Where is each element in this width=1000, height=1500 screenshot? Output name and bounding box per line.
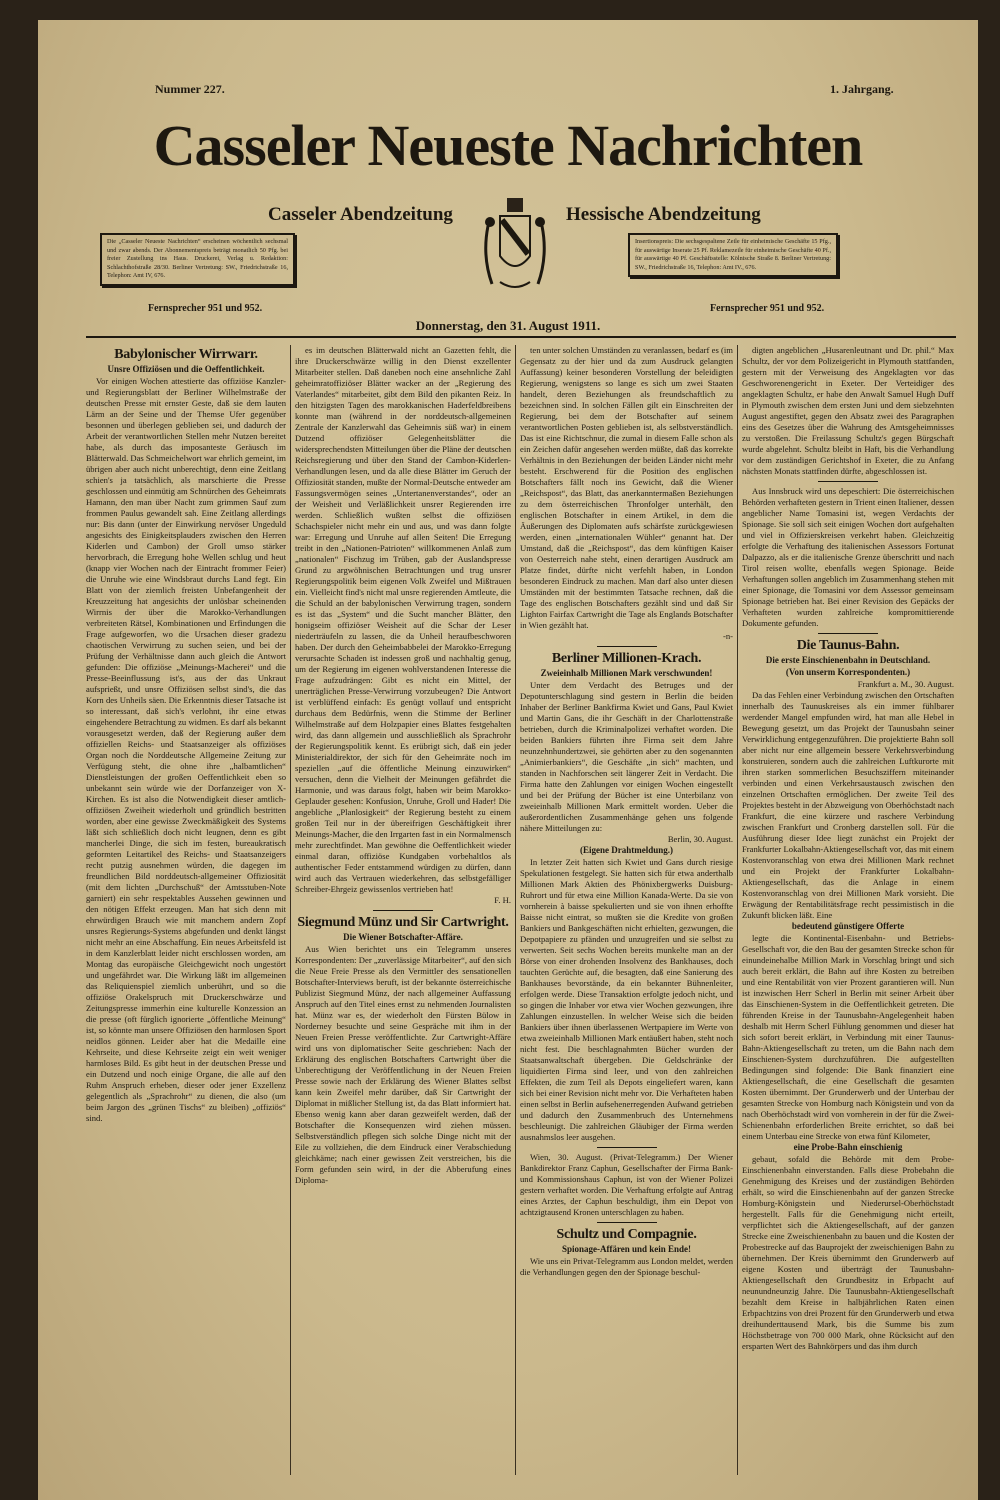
- subheadline: (Eigene Drahtmeldung.): [580, 845, 673, 855]
- article-text: Vor einigen Wochen attestierte das offiziöse Kanzler- und Regierungsblatt der Berliner Wilhelmstraße der deutschen Presse mit ernster Geste, daß sie dem lauten Lärm an der Seine und der Themse Ufer gegenüber besonnen und überlegen geblieben sei, und dadurch der Arbeit der verantwortlichen Stellen mehr Nutzen bereitet habe, als durch das imposanteste Geräusch im Blätterwald. Das Schmeichelwort war ehrlich gemeint, im übrigen aber auch nicht unberechtigt, denn eine Zeitlang schien's ja tatsächlich, als marschierte die Presse geschlossen und einmütig am Schnürchen des Geheimrats Hamann, den man über Nacht zum grimmen Sauf zum frommen Paulus gewandelt sah. Eine Zeitlang allerdings nur: Bis dann (unter der Einwirkung nervöser Ungeduld angesichts des Einigkeitsplauders zwischen den Herren Kiderlen und Cambon) der Groll umso stärker hervorbrach, die Erregung hohe Wellen schlug und heut (knapp vier Wochen nach der Eintracht frommer Feier) die Unruhe wie eine Windsbraut durchs Land fegt. Ein Blatt von der ziemlich freisten Unbefangenheit der Kreuzzeitung hat angesichts der unlösbar scheinenden Wirrnis der über die Marokko-Verhandlungen verbreiteten Rätsel, Kombinationen und Erfindungen die Frage aufgeworfen, wo die Ursachen dieser gradezu chaotischen Verwirrung zu suchen seien, und bei der Prüfung der Verhältnisse dann auch gleich die Antwort gefunden: Die offiziöse „Meinungs-Macherei“ und die Presse-Beeinflussung ist's, aus der das Unkraut aufsprießt, und unsre Offiziösen selbst sind's, die das Korn des Unheils säen. Die Erkenntnis dieser Tatsache ist so interessant, daß sich's verlohnt, ihr eine etwas eingehendere Betrachtung zu widmen. Es darf als bekannt vorausgesetzt werden, daß der Regierung außer dem offiziellen Reichs- und Staatsanzeiger als offiziöses Organ noch die Norddeutsche Allgemeine Zeitung zur Verfügung steht, die ohne ihre „halbamtlichen“ Dienstleistungen der großen Oeffentlichkeit eben so unbekannt sein würde wie der Dorfanzeiger von X-Kirchen. Es ist also die Notwendigkeit dieser amtlich-offiziösen Zweiheit wiederholt und gründlich bestritten worden, aber eine gewisse Zweckmäßigkeit des Systems läßt sich schließlich doch nicht leugnen, denn es gibt mancherlei Dinge, die sich im festen, bureaukratisch geformten Leitartikel des Reichs- und Staatsanzeigers recht putzig ausnehmen würden, die dagegen im freundlichen Bild norddeutsch-allgemeiner Offiziosität (mit dem lichten „Durchschuß“ der Amtsstuben-Note garniert) ein sehr respektables Aussehen gewinnen und den nötigen Effekt erzeugen. Man hat sich denn mit ehrwürdigen Brauch wie mit manchem andern Zopf unsres Regierungs-Systems abgefunden und denkt längst nicht mehr an eine Abschaffung. Ein neues Arbeitsfeld ist in dem Kanzlerblatt leider nicht erschlossen worden, am Montag das europäische Gleichgewicht noch ungestört und ungefährdet war. Die Wirkung läßt im allgemeinen das Reliquienspiel ziemlich unberührt, und so die offiziöse Orakelspruch mit Druckerschwärze und Zeitungspresse immerhin eine kulturelle Konzession an die presse (oft fürglich ignorierte „öffentliche Meinung“ ist, so könnte man unsere Offiziösen den harmlosen Sport neidlos gönnen. Leider aber hat die Medaille eine Kehrseite, und diese Kehrseite zeigt ein weit weniger harmloses Bild. Es gibt heut in der deutschen Presse und ein Dutzend und noch einige Organe, die alle auf den Ruhm Anspruch erheben, dieser oder jener Exzellenz gelegentlich als „Sprachrohr“ zu dienen, die also (um beim Jargon des „grünen Tischs“ zu bleiben) „offiziös“ sind.: [86, 376, 286, 1123]
- subtitle-left: Casseler Abendzeitung: [268, 204, 453, 225]
- issue-number: Nummer 227.: [155, 82, 225, 96]
- article-text: Aus Wien berichtet uns ein Telegramm unseres Korrespondenten: Der „zuverlässige Mitarbeiter“, auf den sich die Neue Freie Presse als den Vermittler des sensationellen Botschafter-Interviews beruft, ist der bekannte österreichische Publizist Siegmund Münz, der nach allgemeiner Auffassung Anspruch auf den Titel eines ernst zu nehmenden Journalisten hat. Münz war es, der wiederholt den Fürsten Bülow in Norderney besuchte und seine Gespräche mit ihm in der Neuen Freien Presse veröffentlichte. Zur Cartwright-Affäre wird uns von diplomatischer Seite geschrieben: Nach der Erklärung des englischen Botschafters Cartwright über die Unberechtigung der Veröffentlichung in der Neuen Freien Presse sowie nach der Erklärung des Wiener Blattes selbst kann kein Zweifel mehr darüber, daß Sir Cartwright der Diplomat in mißlicher Stellung ist, da das Blatt informiert hat. Ebenso wenig kann aber daran gezweifelt werden, daß der Botschafter die Konsequenzen wird ziehen müssen. Selbstverständlich pflegen sich solche Dinge nicht mit der Eile zu vollziehen, die dem Eindruck einer Verabschiedung gleichkäme; nach einer gewissen Zeit verstreichen, bis die Form gefunden sein wird, in der die Abberufung eines Diploma-: [295, 944, 511, 1185]
- column-3: [520, 345, 733, 1278]
- phone-left: Fernsprecher 951 und 952.: [148, 303, 263, 314]
- column-2: [295, 345, 511, 1186]
- subheadline: bedeutend günstigere Offerte: [791, 921, 905, 931]
- article-text: es im deutschen Blätterwald nicht an Gazetten fehlt, die ihre Druckerschwärze willig in den Dienst exzellenter Mitarbeiter stellen. Daß daneben noch eine ansehnliche Zahl geheimratoffiziöser Blätter wacker an der „Regierung des Vaterlandes“ mitarbeitet, gibt dem Bild den pikanten Reiz. In den hitzigsten Tagen des marokkanischen Haderfeldbreibens konnte man (während in der norddeutsch-allgemeinen Zentrale der Kanzlerwahl das Geheimnis süß war) in einem Dutzend offiziöser Gelegenheitsblätter die widersprechendsten Mitteilungen über die Pläne der deutschen Reichsregierung und über den Stand der Cambon-Kiderlen-Verhandlungen lesen, und da alle diese Blätter im Geruch der Offiziosität standen, mußte der Normal-Deutsche entweder am Fassungsvermögen seines „Untertanenverstandes“, oder an der Weisheit und Verläßlichkeit unsrer Regierenden irre werden. Schließlich wußten selbst die offiziösen Schachspieler nicht mehr ein und aus, und was dann folgte war: Erregung und Unruhe auf allen Seiten! Die Erregung treibt in den „Nationen-Patrioten“ willkommenen Anlaß zum „nationalen“ Fischzug im Trüben, gab der Auslandspresse Grund zu argwöhnischen Betrachtungen und trug unsrer Regierungspolitik beim eigenen Volk Zweifel und Mißtrauen ein. Vielleicht find's nicht mal unsre regierenden Amtleute, die die Schuld an der babylonischen Verwirrung tragen, sondern es ist das „System“ und die Sucht mancher Blätter, den honigseim offiziöser Weisheit auf die Schar der Leser niederträufeln zu lassen, die da Unheil heraufbeschworen haben. Der durch den Geheimbabbelei der Marokko-Erregung verursachte Schaden ist indessen groß und nachhaltig genug, um der Regierung im eigenen wohlverstandenen Interesse die Frage aufzudrängen: Gibt es nicht ein Mittel, der unerträglichen Presse-Verwirrung vorzubeugen? Die Antwort ist verblüffend einfach: Es genügt vollauf und entspricht durchaus dem Bedürfnis, wenn die Stimme der Berliner Wilhelmstraße auf dem Holzpapier eines Blattes festgehalten wird, das dann allgemein und ausschließlich als Sprachrohr der Regierungspolitik kennt. Es erübrigt sich, daß ein jeder Ministerialdirektor, der sich für den Geheimräte noch im speziellen „auf die öffentliche Meinung einzuwirken“ versuchen, denn die Vielheit der Meinungen gefährdet die Harmonie, und was daraus folgt, haben wir beim Marokko-Geplauder gesehen: Konfusion, Unruhe, Groll und Hader! Die angebliche „Planlosigkeit“ der Regierung besteht zu einem großen Teil nur in der übereifrigen Geschäftigkeit ihrer Meinungs-Macher, die den Irrgarten fast in ein Normalmensch mehr zurechtfindet. Man gewöhne die Oeffentlichkeit wieder einmal daran, offiziöse Kundgaben vorbehaltlos als authentischer Feder entstammend würdigen zu dürfen, dann wird auch das Vertrauen wiederkehren, das selbstgefälliger Schreiber-Ehrgeiz gewissenlos vertrieben hat!: [295, 345, 511, 894]
- headline: Babylonischer Wirrwarr.: [114, 347, 258, 362]
- issue-date: Donnerstag, den 31. August 1911.: [415, 318, 601, 333]
- article-text: Wie uns ein Privat-Telegramm aus London meldet, werden die Verhandlungen gegen den der Spionage beschul-: [520, 1256, 733, 1277]
- subheadline: Spionage-Affären und kein Ende!: [561, 1244, 692, 1254]
- column-1: [86, 345, 286, 1124]
- signature: -n-: [722, 631, 733, 641]
- article-text: Unter dem Verdacht des Betruges und der Depotunterschlagung sind gestern in Berlin die beiden Inhaber der Berliner Bankfirma Kwiet und Gans, Paul Kwiet und Martin Gans, die ihr Geschäft in der Charlottenstraße betrieben, durch die Kriminalpolizei verhaftet worden. Die beiden Bankiers führten ihre Firma seit dem Jahre neunzehnhundertzwei, sie gehörten aber zu den sogenannten „Animierbankiers“, die Geschäfte „in sich“ machten, und standen in Nachforschen seit längerer Zeit in Verdacht. Die Firma hatte den Zahlungen vor einigen Wochen eingestellt und bei der Prüfung der Bücher ist eine Unterbilanz von zweieinhalb Millionen Mark ermittelt worden. Ueber die außerordentlichen Zusammenhänge gehen uns folgende nähere Mitteilungen zu:: [520, 680, 733, 833]
- article-text: legte die Kontinental-Eisenbahn- und Betriebs-Gesellschaft vor, die den Bau der gesamten Strecke schon für einundeinehalbe Million Mark in Vorschlag bringt und sich auch bereit erklärt, die Bahn auf ihre Kosten zu betreiben und eine Rentabilität von vier Prozent garantieren will. Nun ist inzwischen Herr Scherl in Berlin mit seiner Arbeit über das Einschienen-System in die Oeffentlichkeit getreten. Die führenden Kreise in der Taunusbahn-Angelegenheit haben deshalb mit Herrn Scherl Fühlung genommen und dieser hat sich sofort bereit erklärt, in Verbindung mit einer Taunus-Bahn-Aktiengesellschaft zu treten, um die Bahn nach dem Einschienen-System durchzuführen. Die aufgestellten Bedingungen sind folgende: Die Bank finanziert eine Aktiengesellschaft, die eine Gesellschaft die gesamten Kosten übernimmt. Der Grunderwerb und der Unterbau der gesamten Strecke von Homburg nach Königstein und von da nach Oberhöchstadt wird von vornherein in der für die Zwei-Schienenbahn erforderlichen Breite errichtet, so daß bei einem Unterbau eine Strecke von etwa fünf Kilometer,: [742, 933, 954, 1141]
- advertising-info-box: Insertionspreis: Die sechsgespaltene Zeile für einheimische Geschäfte 15 Pfg., für auswärtige Inserate 25 Pf. Reklamezeile für einheimische Geschäfte 40 Pf., für auswärtige 40 Pf. Geschäftsstelle: Kölnische Straße 8. Berliner Vertretung: SW., Friedrichstraße 16, Telephon: Amt IV., 676.: [628, 233, 838, 277]
- subtitle-right: Hessische Abendzeitung: [566, 204, 761, 225]
- subheadline: eine Probe-Bahn einschienig: [793, 1142, 903, 1152]
- article-text: Da das Fehlen einer Verbindung zwischen den Ortschaften innerhalb des Taunuskreises als ein immer fühlbarer werdender Mangel empfunden wird, hat man alle Hebel in Bewegung gesetzt, um das Projekt der Taunusbahn seiner Verwirklichung entgegenzuführen. Die projektierte Bahn soll aber nicht nur eine allgemein bessere Verkehrsverbindung konstruieren, sondern auch die zahlreichen Luftkurorte mit ihren starken sommerlichen Besuchsziffern miteinander verbinden und einen Verkehrsaustausch zwischen den einzelnen Ortschaften ermöglichen. Der zweite Teil des Projektes besteht in der Abzweigung von Oberhöchstadt nach Frankfurt, die eine kürzere und raschere Verbindung zwischen Frankfurt und Cronberg darstellen soll. Für die Ausführung dieser Idee liegt zunächst ein Projekt der Frankfurter Lokalbahn-Aktiengesellschaft vor, das mit einem Kostenvoranschlag von etwa drei Millionen Mark rechnet und ein Projekt der Frankfurter Lokalbahn-Aktiengesellschaft, das die Anlage in einem Kostenvoranschlag von drei Millionen Mark vorsieht. Die Erwägung der Rentabilitätsfrage recht pessimistisch in die Zukunft blicken läßt. Eine: [742, 690, 954, 920]
- phone-right: Fernsprecher 951 und 952.: [710, 303, 825, 314]
- signature: F. H.: [494, 895, 511, 905]
- subheadline: (Von unserm Korrespondenten.): [785, 667, 911, 677]
- column-4: [742, 345, 954, 1352]
- article-text: In letzter Zeit hatten sich Kwiet und Gans durch riesige Spekulationen festgelegt. Sie hatten sich für etwa anderthalb Millionen Mark Aktien des Phönixbergwerks Duisburg-Ruhrort und für etwa eine Million Kanada-Werte. Da sie von vornherein à baisse spekulierten und sie von ihnen erhoffte Baisse nicht eintrat, so mußten sie die Kredite von großen Bankiers und Bankgeschäften nicht erhielten, gezwungen, die Depotpapiere zu pfänden und unzugreifen und sie selbst zu verwerten. Seit sechs Wochen bereits munkelte man an der Börse von einer drohenden Insolvenz des Bankhauses, doch tauchten Gerüchte auf, die besagten, daß eine Sanierung des Bankhauses bevorstände, da ein bekannter Bühnenleiter, erfolgen werde. Diese Transaktion erfolgte jedoch nicht, und so gingen die Inhaber vor etwa vier Wochen gezwungen, ihre Zahlungen einzustellen. In welcher Weise sich die beiden Bankiers über ihnen überlassenen Wertpapiere im Werte von etwa zweieinhalb Millionen Mark entäußert haben, steht noch nicht fest. Die beschlagnahmten Bücher wurden der Staatsanwaltschaft übergeben. Die Geldschränke der liquidierten Firma sind leer, und von den zahlreichen Effekten, die zum Teil als Depots eingeliefert waren, kann sich bei einer Revision nicht mehr vor. Die Verhafteten haben einen selbst in Berlin aufsehenerregenden Aufwand getrieben und dadurch den Zusammenbruch des Unternehmens beschleunigt. Die zahlreichen Gläubiger der Firma werden ausnahmslos leer ausgehen.: [520, 857, 733, 1142]
- article-text: ten unter solchen Umständen zu veranlassen, bedarf es (im Gegensatz zu der hier und da zum Ausdruck gelangten Auffassung) keiner besonderen Vorstellung der beleidigten Regierung, wenigstens so lange es sich um zwei Staaten handelt, deren Beziehungen als freundschaftlich zu bezeichnen sind. In solchen Fällen gilt ein Einschreiten der Regierung, bei dem der Botschafter auf seinem verantwortlichen Posten geblieben ist, als selbstverständlich. Das ist eine Richtschnur, die zumal in diesem Falle schon als ein Zeichen dafür angesehen werden müßte, daß das korrekte Verhältnis in den Beziehungen der beiden Länder nicht mehr besteht. Erschwerend für die Position des englischen Botschafters fällt noch ins Gewicht, daß die Wiener „Reichspost“, das Blatt, das anerkanntermaßen Beziehungen zu dem österreichischen Thronfolger unterhält, den englischen Botschafter in einem Artikel, in dem die Äußerungen des Diplomaten aufs schärfste zurückgewiesen werden, einen „internationalen Wühler“ genannt hat. Der Umstand, daß die „Reichspost“, das dem künftigen Kaiser von Oesterreich nahe steht, einen derartigen Ausdruck am Platze findet, dürfte nicht verfehlt haben, in London besonderen Eindruck zu machen. Man darf also unter diesen Umständen mit der bestimmten Tatsache rechnen, daß die Tage des englischen Botschafters gezählt sind und daß Sir Lighton Fairfax Cartwright die Tage als Englands Botschafter in Wien gezählt hat.: [520, 345, 733, 630]
- newspaper-page: [38, 20, 978, 1500]
- volume-number: 1. Jahrgang.: [830, 82, 894, 96]
- coat-of-arms-icon: [480, 196, 550, 296]
- column-rule: [737, 345, 738, 1475]
- subheadline: Unsre Offiziösen und die Oeffentlichkeit.: [107, 364, 265, 374]
- headline: Die Taunus-Bahn.: [796, 638, 900, 653]
- article-text: gebaut, sofald die Behörde mit dem Probe-Einschienenbahn einverstanden. Falls diese Probebahn die Genehmigung des Kreises und der zuständigen Behörden erhält, so wird die Einschienenbahn auf der ganzen Strecke Homburg-Königstein und Niederursel-Oberhöchstadt hergestellt. Falls für die Genehmigung nicht erteilt, verpflichtet sich die Aktiengesellschaft, auf der ganzen Strecke eine Zweischienenbahn zu bauen und die Kosten der Probestrecke auf das Bauprojekt der zweischienigen Bahn zu übernehmen. Der Kreis übernimmt den Grunderwerb auf eigene Kosten und überträgt der Taunusbahn-Aktiengesellschaft den Grundbesitz in Erbpacht auf neunundneunzig Jahre. Die Taunusbahn-Aktiengesellschaft bezahlt dem Kreise in halbjährlichen Raten einen Erbpachtzins von drei Prozent für den Grunderwerb und etwa dreihunderttausend Mark, bis die Summe bis zum Höchstbetrage von 700 000 Mark, ohne Rücksicht auf den ersparten Wert des Bahnkörpers und das ihm durch: [742, 1154, 954, 1351]
- article-text: Wien, 30. August. (Privat-Telegramm.) Der Wiener Bankdirektor Franz Caphun, Gesellschafter der Firma Bank- und Kommissionshaus Caphun, ist von der Wiener Polizei gestern verhaftet worden. Die Verhaftung erfolgte auf Antrag eines Arztes, der Caphun beschuldigt, ihm ein Depot von achtzigtausend Kronen unterschlagen zu haben.: [520, 1152, 733, 1217]
- masthead-title: Casseler Neueste Nachrichten: [153, 113, 863, 178]
- subheadline: Zweieinhalb Millionen Mark verschwunden!: [540, 668, 713, 678]
- article-text: Aus Innsbruck wird uns depeschiert: Die österreichischen Behörden verhafteten gestern in Trient einen Italiener, dessen angeblicher Name Tomasini ist, wegen Verdachts der Spionage. Sie soll sich seit einigen Wochen dort aufgehalten und viel in Offizierskreisen verkehrt haben. Gleichzeitig erfolgte die Verhaftung des italienischen Assessors Fortunat Dalpazzo, als er die italienische Grenze überschritt und nach Tirol reisen wollte, ebenfalls wegen Spionage. Beide Verhaftungen sollen angeblich im Zusammenhang stehen mit einer Spionage, die Tomasini vor dem Assessor gemeinsam Spionage betrieben hat. Bei einer Revision des Gepäcks der Verhafteten wurden zahlreiche kompromittierende Dokumente gefunden.: [742, 486, 954, 628]
- dateline: Berlin, 30. August.: [667, 834, 733, 844]
- header-rule: [86, 336, 956, 338]
- headline: Berliner Millionen-Krach.: [551, 651, 702, 666]
- subheadline: Die erste Einschienenbahn in Deutschland.: [765, 655, 931, 665]
- subheadline: Die Wiener Botschafter-Affäre.: [343, 932, 463, 942]
- dateline: Frankfurt a. M., 30. August.: [857, 679, 954, 689]
- column-rule: [515, 345, 516, 1475]
- column-rule: [290, 345, 291, 1475]
- subscription-info-box: Die „Casseler Neueste Nachrichten“ erscheinen wöchentlich sechsmal und zwar abends. Der Abonnementspreis beträgt monatlich 50 Pfg. bei freier Zustellung ins Haus. Druckerei, Verlag u. Redaktion: Schlachthofstraße 28/30. Berliner Vertretung: SW., Friedrichstraße 16, Telephon: Amt IV, 676.: [100, 233, 295, 286]
- headline: Schultz und Compagnie.: [556, 1227, 697, 1242]
- headline: Siegmund Münz und Sir Cartwright.: [297, 915, 509, 930]
- article-text: digten angeblichen „Husarenleutnant und Dr. phil.“ Max Schultz, der vor dem Polizeigericht in Plymouth stattfanden, gestern mit der Verweisung des Angeklagten vor das Geschworenengericht in Exeter. Der Verteidiger des angeklagten Schultz, er habe den Anwalt Samuel Hugh Duff in Plymouth zwischen dem ersten Juni und dem siebzehnten August angestiftet, gegen den Absatz zwei des Paragraphen eins des Gesetzes über die Wahrung des Amtsgeheimnisses zu verstoßen. Die Freilassung Schultz's gegen Bürgschaft wurde abgelehnt. Schultz bleibt in Haft, bis die Verhandlung vor dem zuständigen Gerichtshof in Exeter, die zu Anfang nächsten Monats stattfinden dürfte, abgeschlossen ist.: [742, 345, 954, 476]
